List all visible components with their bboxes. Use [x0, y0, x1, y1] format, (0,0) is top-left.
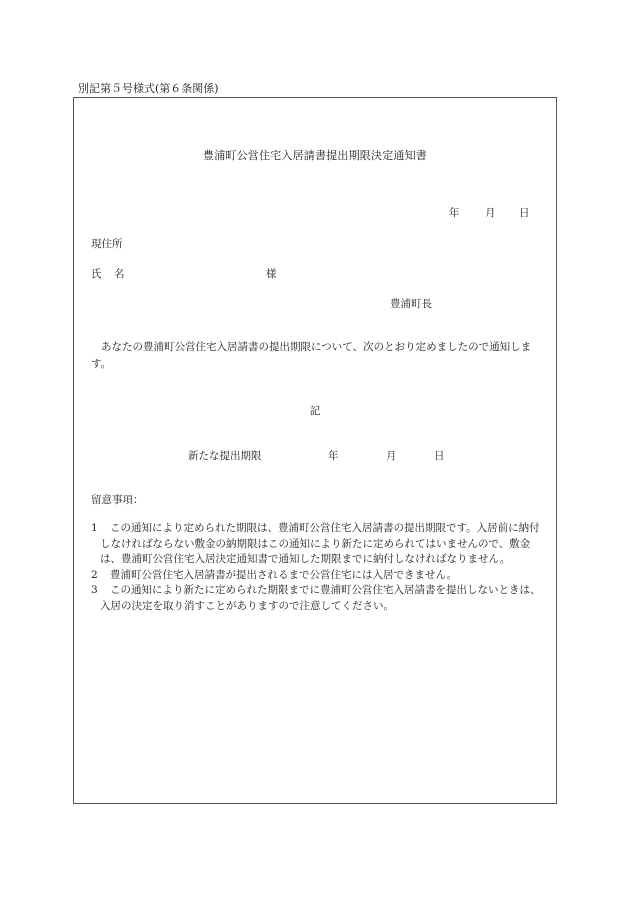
address-label: 現住所	[91, 238, 123, 250]
note-number: 1	[91, 522, 98, 534]
new-deadline-day-label: 日	[434, 450, 445, 462]
date-day-label: 日	[519, 207, 530, 219]
notice-body-paragraph: あなたの豊浦町公営住宅入居請書の提出期限について、次のとおり定めましたので通知します。	[91, 341, 532, 370]
ki-heading: 記	[309, 405, 321, 417]
form-number-label: 別記第５号様式(第６条関係)	[78, 82, 219, 95]
name-label-first-char: 氏	[91, 268, 102, 280]
note-number: 2	[91, 568, 98, 581]
new-deadline-year-label: 年	[328, 450, 339, 462]
name-label-second-char: 名	[114, 268, 125, 280]
new-deadline-label: 新たな提出期限	[188, 450, 262, 462]
note-text: 豊浦町公営住宅入居請書が提出されるまで公営住宅には入居できません。	[110, 568, 458, 581]
honorific-label: 様	[266, 268, 277, 280]
note-text: この通知により定められた期限は、豊浦町公営住宅入居請書の提出期限です。入居前に納付しなければならない敷金の納期限はこの通知により新たに定められてはいませんので、敷金は、豊浦町公営住宅入居決定通知書で通知した期限までに納付しなければなりません。	[100, 522, 540, 565]
notes-heading: 留意事項：	[91, 494, 144, 506]
notes-list	[91, 521, 547, 614]
note-text: この通知により新たに定められた期限までに豊浦町公営住宅入居請書を提出しないときは、入居の決定を取り消すことがありますので注意してください。	[100, 584, 541, 612]
note-item	[91, 568, 547, 584]
note-item	[91, 521, 547, 568]
date-month-label: 月	[485, 207, 496, 219]
note-number: 3	[91, 584, 98, 596]
document-frame	[73, 97, 557, 804]
date-year-label: 年	[449, 207, 460, 219]
note-item	[91, 583, 547, 614]
new-deadline-month-label: 月	[386, 450, 397, 462]
document-title: 豊浦町公営住宅入居請書提出期限決定通知書	[203, 149, 427, 162]
issuer-label: 豊浦町長	[390, 298, 432, 310]
